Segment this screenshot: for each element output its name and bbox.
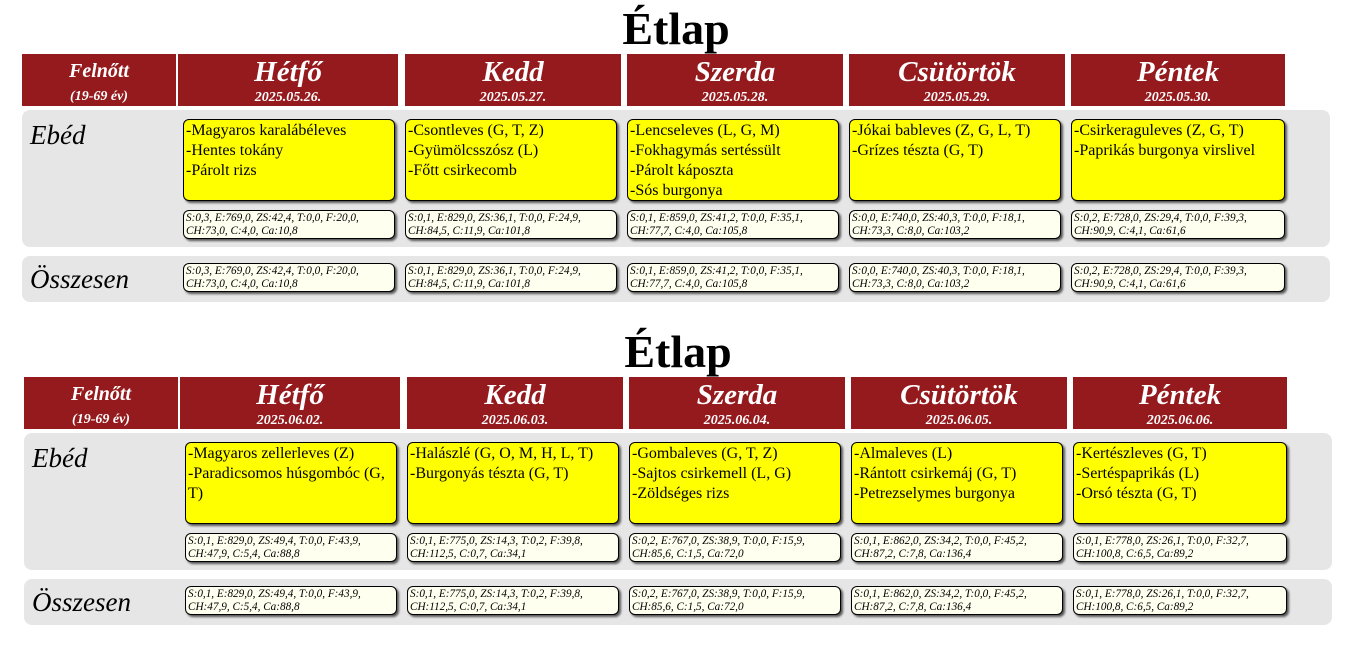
total-nutrition-info — [185, 586, 397, 615]
nutrition-line: S:0,1, E:862,0, ZS:34,2, T:0,0, F:45,2, — [854, 588, 1027, 600]
dish-item: -Gombaleves (G, T, Z) — [632, 445, 778, 462]
day-name: Szerda — [696, 379, 778, 411]
dish-item: -Párolt rizs — [186, 162, 257, 179]
day-name: Péntek — [1136, 56, 1220, 88]
dish-list — [1073, 442, 1287, 524]
nutrition-line: CH:77,7, C:4,0, Ca:105,8 — [630, 225, 748, 237]
nutrition-info — [405, 210, 617, 239]
total-nutrition-info — [849, 263, 1061, 292]
nutrition-line: S:0,1, E:775,0, ZS:14,3, T:0,2, F:39,8, — [410, 588, 583, 600]
nutrition-line: S:0,2, E:728,0, ZS:29,4, T:0,0, F:39,3, — [1074, 212, 1247, 224]
day-date: 2025.05.30. — [1144, 90, 1212, 105]
nutrition-info — [629, 533, 841, 562]
nutrition-line: S:0,3, E:769,0, ZS:42,4, T:0,0, F:20,0, — [186, 212, 359, 224]
dish-list — [183, 119, 395, 201]
lunch-row-label: Ebéd — [30, 120, 86, 150]
nutrition-line: CH:90,9, C:4,1, Ca:61,6 — [1074, 225, 1186, 237]
dish-item: -Csontleves (G, T, Z) — [408, 122, 544, 139]
day-date: 2025.05.26. — [254, 90, 322, 105]
nutrition-line: S:0,0, E:740,0, ZS:40,3, T:0,0, F:18,1, — [852, 265, 1025, 277]
day-name: Csütörtök — [898, 56, 1016, 88]
nutrition-line: S:0,1, E:829,0, ZS:49,4, T:0,0, F:43,9, — [188, 535, 361, 547]
dish-item: -Fokhagymás sertéssült — [630, 142, 781, 159]
nutrition-line: CH:112,5, C:0,7, Ca:34,1 — [410, 601, 527, 613]
dish-item: -Halászlé (G, O, M, H, L, T) — [410, 445, 594, 462]
nutrition-info — [851, 533, 1063, 562]
total-nutrition-info — [405, 263, 617, 292]
nutrition-line: CH:47,9, C:5,4, Ca:88,8 — [188, 548, 300, 560]
day-name: Csütörtök — [900, 379, 1018, 411]
dish-item: -Magyaros karalábéleves — [186, 122, 347, 139]
dish-item: -Hentes tokány — [186, 142, 284, 159]
nutrition-line: CH:73,3, C:8,0, Ca:103,2 — [852, 225, 970, 237]
day-name: Hétfő — [256, 379, 324, 411]
dish-item: -Orsó tészta (G, T) — [1076, 485, 1197, 502]
day-date: 2025.05.29. — [923, 90, 991, 105]
dish-item: -Csirkeraguleves (Z, G, T) — [1074, 122, 1244, 139]
nutrition-line: CH:85,6, C:1,5, Ca:72,0 — [632, 601, 744, 613]
day-date: 2025.06.03. — [481, 413, 549, 428]
lunch-row-label: Ebéd — [32, 443, 88, 473]
day-name: Kedd — [484, 379, 546, 411]
total-nutrition-info — [851, 586, 1063, 615]
day-date: 2025.05.27. — [479, 90, 547, 105]
day-name: Péntek — [1138, 379, 1222, 411]
nutrition-line: CH:73,0, C:4,0, Ca:10,8 — [186, 278, 298, 290]
total-nutrition-info — [407, 586, 619, 615]
nutrition-line: S:0,1, E:775,0, ZS:14,3, T:0,2, F:39,8, — [410, 535, 583, 547]
category-age-range: (19-69 év) — [70, 89, 128, 104]
nutrition-line: CH:112,5, C:0,7, Ca:34,1 — [410, 548, 527, 560]
menu-title: Étlap — [622, 3, 730, 54]
nutrition-line: S:0,1, E:829,0, ZS:36,1, T:0,0, F:24,9, — [408, 212, 581, 224]
category-header — [24, 377, 178, 429]
day-date: 2025.06.05. — [925, 413, 993, 428]
day-date: 2025.06.04. — [703, 413, 771, 428]
nutrition-line: S:0,2, E:767,0, ZS:38,9, T:0,0, F:15,9, — [632, 588, 805, 600]
dish-item: -Burgonyás tészta (G, T) — [410, 465, 569, 482]
dish-list — [405, 119, 617, 201]
dish-list — [407, 442, 619, 524]
nutrition-info — [183, 210, 395, 239]
nutrition-info — [849, 210, 1061, 239]
dish-item: -Petrezselymes burgonya — [854, 485, 1015, 502]
category-header — [22, 54, 176, 106]
nutrition-line: CH:90,9, C:4,1, Ca:61,6 — [1074, 278, 1186, 290]
total-row-label: Összesen — [32, 587, 131, 617]
dish-item: -Sertéspaprikás (L) — [1076, 465, 1200, 482]
day-header-friday — [1073, 377, 1287, 429]
nutrition-info — [407, 533, 619, 562]
total-nutrition-info — [1071, 263, 1285, 292]
dish-item: -Lencseleves (L, G, M) — [630, 122, 780, 139]
total-nutrition-info — [183, 263, 395, 292]
nutrition-line: S:0,2, E:728,0, ZS:29,4, T:0,0, F:39,3, — [1074, 265, 1247, 277]
day-name: Hétfő — [254, 56, 322, 88]
day-header-tuesday — [405, 54, 621, 106]
nutrition-line: CH:100,8, C:6,5, Ca:89,2 — [1076, 601, 1194, 613]
nutrition-line: CH:47,9, C:5,4, Ca:88,8 — [188, 601, 300, 613]
day-header-wednesday — [629, 377, 845, 429]
dish-list — [629, 442, 841, 524]
day-header-tuesday — [407, 377, 623, 429]
nutrition-line: CH:87,2, C:7,8, Ca:136,4 — [854, 601, 972, 613]
dish-item: -Főtt csirkecomb — [408, 162, 517, 179]
nutrition-line: S:0,1, E:859,0, ZS:41,2, T:0,0, F:35,1, — [630, 265, 803, 277]
dish-item: -Sajtos csirkemell (L, G) — [632, 465, 792, 482]
dish-item: -Zöldséges rizs — [632, 485, 730, 502]
dish-list — [185, 442, 397, 524]
day-name: Szerda — [694, 56, 776, 88]
nutrition-line: CH:84,5, C:11,9, Ca:101,8 — [408, 225, 530, 237]
dish-list — [851, 442, 1063, 524]
day-header-wednesday — [627, 54, 843, 106]
day-header-thursday — [849, 54, 1065, 106]
day-header-friday — [1071, 54, 1285, 106]
nutrition-info — [1073, 533, 1287, 562]
dish-item: -Grízes tészta (G, T) — [852, 142, 984, 159]
day-date: 2025.06.06. — [1146, 413, 1214, 428]
dish-item: -Almaleves (L) — [854, 445, 953, 462]
category-name: Felnőtt — [70, 383, 131, 405]
nutrition-line: S:0,0, E:740,0, ZS:40,3, T:0,0, F:18,1, — [852, 212, 1025, 224]
dish-item: -Kertészleves (G, T) — [1076, 445, 1207, 462]
category-name: Felnőtt — [68, 60, 129, 82]
dish-list — [627, 119, 839, 201]
dish-item: -Paradicsomos húsgombóc (G, T) — [188, 465, 385, 502]
nutrition-line: S:0,2, E:767,0, ZS:38,9, T:0,0, F:15,9, — [632, 535, 805, 547]
dish-item: -Magyaros zellerleves (Z) — [188, 445, 355, 462]
dish-item: -Párolt káposzta — [630, 162, 734, 179]
nutrition-line: CH:77,7, C:4,0, Ca:105,8 — [630, 278, 748, 290]
dish-item: -Paprikás burgonya virslivel — [1074, 142, 1256, 159]
nutrition-line: S:0,3, E:769,0, ZS:42,4, T:0,0, F:20,0, — [186, 265, 359, 277]
dish-list — [1071, 119, 1285, 201]
nutrition-line: S:0,1, E:859,0, ZS:41,2, T:0,0, F:35,1, — [630, 212, 803, 224]
nutrition-line: S:0,1, E:829,0, ZS:49,4, T:0,0, F:43,9, — [188, 588, 361, 600]
nutrition-info — [185, 533, 397, 562]
day-header-thursday — [851, 377, 1067, 429]
dish-item: -Sós burgonya — [630, 182, 723, 199]
category-age-range: (19-69 év) — [72, 412, 130, 427]
total-nutrition-info — [627, 263, 839, 292]
day-name: Kedd — [482, 56, 544, 88]
day-header-monday — [180, 377, 400, 429]
day-date: 2025.06.02. — [256, 413, 324, 428]
nutrition-line: CH:84,5, C:11,9, Ca:101,8 — [408, 278, 530, 290]
dish-list — [849, 119, 1061, 201]
nutrition-info — [627, 210, 839, 239]
day-date: 2025.05.28. — [701, 90, 769, 105]
day-header-monday — [178, 54, 398, 106]
nutrition-info — [1071, 210, 1285, 239]
nutrition-line: S:0,1, E:778,0, ZS:26,1, T:0,0, F:32,7, — [1076, 588, 1249, 600]
nutrition-line: CH:87,2, C:7,8, Ca:136,4 — [854, 548, 972, 560]
total-nutrition-info — [629, 586, 841, 615]
nutrition-line: S:0,1, E:778,0, ZS:26,1, T:0,0, F:32,7, — [1076, 535, 1249, 547]
nutrition-line: CH:100,8, C:6,5, Ca:89,2 — [1076, 548, 1194, 560]
nutrition-line: CH:73,0, C:4,0, Ca:10,8 — [186, 225, 298, 237]
nutrition-line: CH:85,6, C:1,5, Ca:72,0 — [632, 548, 744, 560]
nutrition-line: S:0,1, E:862,0, ZS:34,2, T:0,0, F:45,2, — [854, 535, 1027, 547]
nutrition-line: CH:73,3, C:8,0, Ca:103,2 — [852, 278, 970, 290]
dish-item: -Rántott csirkemáj (G, T) — [854, 465, 1017, 482]
dish-item: -Jókai bableves (Z, G, L, T) — [852, 122, 1031, 139]
menu-title: Étlap — [624, 326, 732, 377]
nutrition-line: S:0,1, E:829,0, ZS:36,1, T:0,0, F:24,9, — [408, 265, 581, 277]
total-row-label: Összesen — [30, 264, 129, 294]
dish-item: -Gyümölcsszósz (L) — [408, 142, 539, 159]
total-nutrition-info — [1073, 586, 1287, 615]
